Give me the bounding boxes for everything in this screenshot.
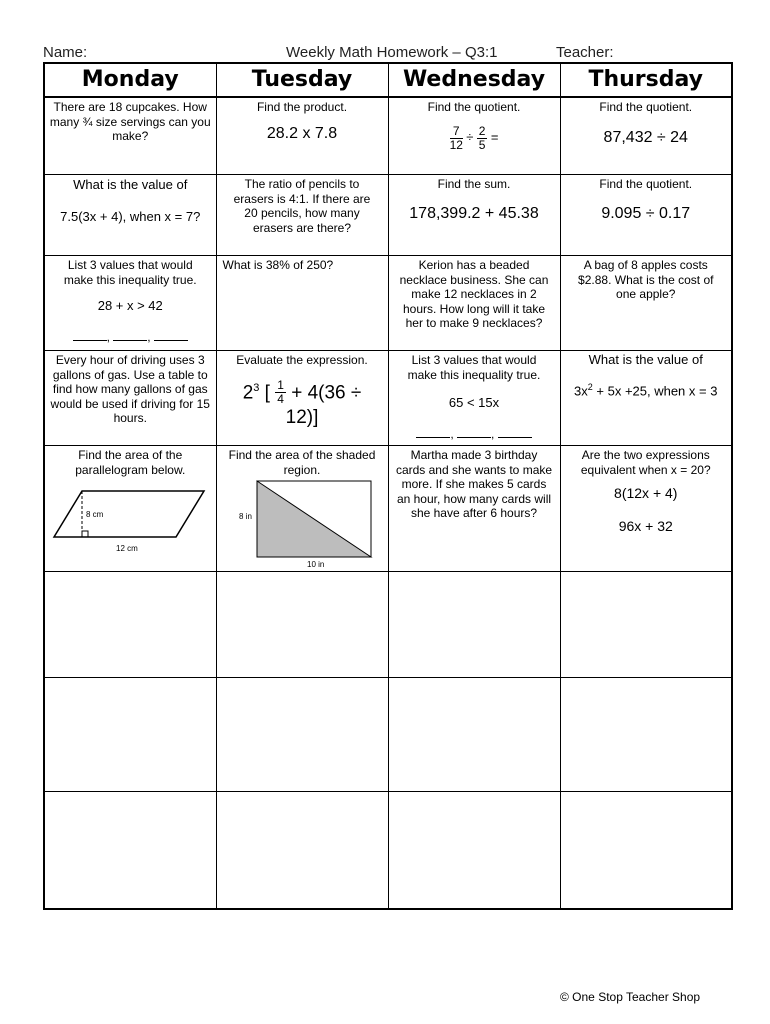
problem-cell	[44, 256, 216, 351]
problem-cell	[388, 256, 560, 351]
problem-expression: 9.095 ÷ 0.17	[601, 204, 691, 222]
problem-text: Find the area of the parallelogram below.	[75, 448, 186, 477]
copyright-footer: © One Stop Teacher Shop	[560, 990, 701, 1004]
name-label: Name:	[43, 44, 88, 61]
problem-text: What is 38% of 250?	[222, 258, 334, 272]
problem-text: Every hour of driving uses 3 gallons of gas. Use a table to find how many gallons of gas would be used if driving for 15 hours.	[50, 353, 210, 425]
base-label: 12 cm	[116, 544, 139, 553]
problem-text: Find the area of the shaded region.	[228, 448, 376, 477]
problem-cell	[388, 351, 560, 446]
problem-text: The ratio of pencils to erasers is 4:1. If there are 20 pencils, how many erasers are there?	[233, 177, 371, 235]
problem-expression: 96x + 32	[618, 517, 673, 534]
problem-expression: 65 < 15x	[448, 395, 500, 410]
expression-part: + 5x +25, when x = 3	[592, 382, 718, 398]
denominator: 12	[449, 137, 463, 152]
problem-expression	[563, 380, 730, 399]
fraction	[450, 125, 463, 152]
answer-blanks: , ,	[391, 427, 558, 442]
empty-cell	[44, 792, 216, 910]
problem-cell	[44, 351, 216, 446]
base-label: 10 in	[307, 560, 325, 567]
homework-grid	[43, 62, 733, 910]
problem-cell	[216, 446, 388, 572]
numerator: 1	[277, 378, 284, 393]
empty-cell	[216, 572, 388, 678]
problem-text: Find the quotient.	[599, 100, 693, 114]
empty-cell	[560, 792, 732, 910]
problem-expression: 87,432 ÷ 24	[603, 128, 688, 146]
parallelogram-figure	[50, 485, 210, 557]
problem-text: A bag of 8 apples costs $2.88. What is the cost of one apple?	[578, 258, 714, 301]
problem-expression: 8(12x + 4)	[614, 485, 678, 501]
problem-expression	[219, 376, 386, 431]
problem-expression: 7.5(3x + 4), when x = 7?	[60, 208, 201, 224]
problem-expression: 28 + x > 42	[97, 298, 163, 313]
problem-text: Are the two expressions equivalent when x = 20?	[580, 448, 711, 477]
numerator: 7	[450, 125, 463, 139]
denominator: 5	[478, 137, 486, 152]
numerator: 2	[478, 123, 486, 138]
empty-cell	[560, 678, 732, 792]
problem-text: Find the product.	[256, 100, 348, 114]
problem-cell	[560, 256, 732, 351]
day-header-thursday: Thursday	[560, 63, 732, 97]
shaded-region-figure	[227, 479, 377, 567]
problem-text: Evaluate the expression.	[236, 353, 368, 367]
worksheet-title: Weekly Math Homework – Q3:1	[286, 44, 498, 61]
problem-expression: 28.2 x 7.8	[266, 124, 338, 142]
problem-cell	[388, 446, 560, 572]
problem-text: Find the quotient.	[427, 100, 521, 114]
equals-sign: =	[490, 129, 499, 145]
height-label: 8 cm	[86, 510, 104, 519]
fraction-expression	[391, 125, 558, 152]
exponent: 2	[587, 381, 593, 392]
expression-part: 12)]	[285, 407, 319, 429]
problem-expression: 178,399.2 + 45.38	[409, 204, 539, 222]
day-header-tuesday: Tuesday	[216, 63, 388, 97]
empty-cell	[388, 572, 560, 678]
bracket: [	[264, 381, 270, 403]
problem-text: Find the sum.	[437, 177, 511, 191]
problem-text: Find the quotient.	[599, 177, 693, 191]
problem-cell	[44, 175, 216, 256]
exponent: 3	[253, 381, 260, 394]
empty-cell	[388, 792, 560, 910]
problem-text: List 3 values that would make this inequality true.	[407, 353, 541, 382]
day-header-wednesday: Wednesday	[388, 63, 560, 97]
empty-cell	[216, 678, 388, 792]
problem-cell	[560, 175, 732, 256]
expression-part: 3x	[574, 382, 588, 398]
problem-cell	[560, 351, 732, 446]
problem-text: Martha made 3 birthday cards and she wants to make more. If she makes 5 cards an hour, how many cards will she have after 6 hours?	[395, 448, 553, 520]
denominator: 4	[277, 392, 284, 407]
height-label: 8 in	[239, 512, 252, 521]
exponent-base: 2	[242, 381, 254, 403]
problem-text: Kerion has a beaded necklace business. She can make 12 necklaces in 2 hours. How long will it take her to make 9 necklaces?	[399, 258, 549, 330]
problem-cell	[560, 446, 732, 572]
problem-text: What is the value of	[73, 177, 188, 192]
expression-part: + 4(36 ÷	[291, 381, 362, 403]
fraction	[477, 125, 488, 152]
empty-cell	[216, 792, 388, 910]
problem-cell	[388, 175, 560, 256]
teacher-label: Teacher:	[556, 44, 614, 61]
empty-cell	[560, 572, 732, 678]
problem-text: What is the value of	[588, 352, 703, 367]
problem-cell	[216, 175, 388, 256]
problem-cell	[44, 97, 216, 175]
answer-blanks: , ,	[47, 330, 214, 345]
problem-text: List 3 values that would make this inequality true.	[63, 258, 197, 287]
operator: ÷	[466, 129, 474, 145]
empty-cell	[388, 678, 560, 792]
problem-text: There are 18 cupcakes. How many ¾ size servings can you make?	[49, 100, 211, 143]
problem-cell	[216, 351, 388, 446]
problem-cell	[44, 446, 216, 572]
problem-cell	[560, 97, 732, 175]
day-header-monday: Monday	[44, 63, 216, 97]
problem-cell	[388, 97, 560, 175]
empty-cell	[44, 678, 216, 792]
empty-cell	[44, 572, 216, 678]
fraction	[275, 379, 286, 406]
problem-cell	[216, 256, 388, 351]
problem-cell	[216, 97, 388, 175]
